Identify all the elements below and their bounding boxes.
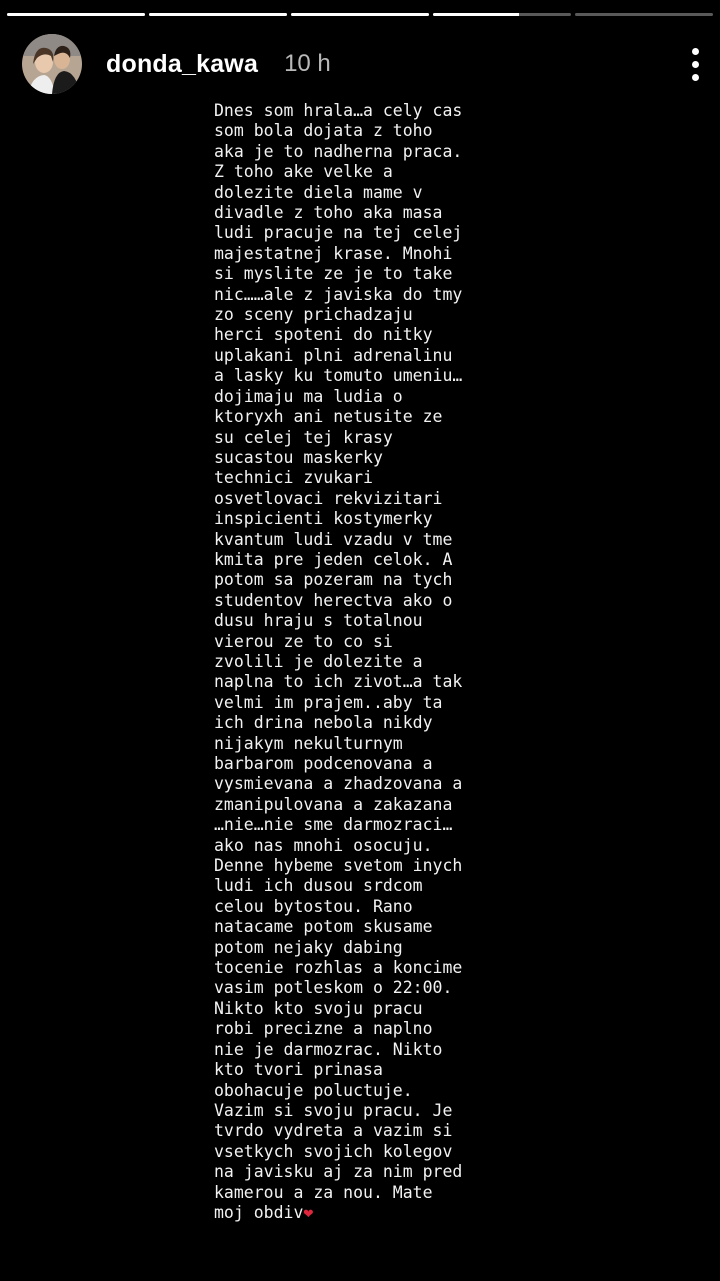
- story-text-line: velmi im prajem..aby ta: [214, 692, 443, 712]
- story-text-line: ktoryxh ani netusite ze: [214, 407, 443, 427]
- story-text-line: kmita pre jeden celok. A: [214, 549, 453, 569]
- story-text-line: zmanipulovana a zakazana: [214, 794, 453, 814]
- more-vertical-icon: [692, 61, 699, 68]
- story-text-line: ludi pracuje na tej celej: [214, 223, 463, 243]
- story-text-line: zo sceny prichadzaju: [214, 305, 413, 325]
- story-text-line: kto tvori prinasa: [214, 1060, 383, 1080]
- story-text-line: si myslite ze je to take: [214, 264, 453, 284]
- progress-fill: [149, 13, 287, 16]
- progress-fill: [291, 13, 429, 16]
- story-text-line: potom nejaky dabing: [214, 937, 403, 957]
- more-vertical-icon: [692, 74, 699, 81]
- more-options-button[interactable]: [680, 44, 710, 84]
- story-text-line: technici zvukari: [214, 468, 373, 488]
- username[interactable]: donda_kawa: [106, 49, 259, 78]
- story-text-line: celou bytostou. Rano: [214, 896, 413, 916]
- story-text-line: herci spoteni do nitky: [214, 325, 433, 345]
- story-text-line: inspicienti kostymerky: [214, 509, 433, 529]
- story-progress-segment-current: [433, 13, 571, 16]
- story-text-line: uplakani plni adrenalinu: [214, 345, 453, 365]
- story-text-line: ako nas mnohi osocuju.: [214, 835, 433, 855]
- story-text-line: Dnes som hrala…a cely cas: [214, 101, 463, 120]
- story-text-line: su celej tej krasy: [214, 427, 393, 447]
- profile-photo-icon: [22, 34, 82, 94]
- story-text-line: barbarom podcenovana a: [214, 754, 433, 773]
- story-progress-segment: [7, 13, 145, 16]
- story-text-line: majestatnej krase. Mnohi: [214, 243, 453, 263]
- story-text-line: aka je to nadherna praca.: [214, 141, 463, 161]
- progress-fill: [7, 13, 145, 16]
- story-text-line: nie je darmozrac. Nikto: [214, 1039, 443, 1059]
- story-text-line: sucastou maskerky: [214, 447, 383, 467]
- story-text-line: Denne hybeme svetom inych: [214, 856, 463, 876]
- story-text-line: studentov herectva ako o: [214, 590, 453, 610]
- story-text-line: tocenie rozhlas a koncime: [214, 958, 463, 978]
- story-text-line: vierou ze to co si: [214, 631, 393, 651]
- story-text-line: vsetkych svojich kolegov: [214, 1141, 453, 1161]
- story-text-line: som bola dojata z toho: [214, 121, 433, 141]
- heart-emoji-icon: ❤: [303, 1202, 314, 1222]
- story-progress-bar: [7, 13, 713, 16]
- story-text-line: Nikto kto svoju pracu: [214, 998, 423, 1018]
- story-text-line: ludi ich dusou srdcom: [214, 876, 423, 896]
- story-progress-segment: [149, 13, 287, 16]
- story-text-line: zvolili je dolezite a: [214, 651, 423, 671]
- progress-fill: [433, 13, 519, 16]
- story-text-line: natacame potom skusame: [214, 917, 433, 937]
- avatar[interactable]: [22, 34, 82, 94]
- story-text-line: …nie…nie sme darmozraci…: [214, 815, 453, 835]
- story-text-line: divadle z toho aka masa: [214, 203, 443, 223]
- story-header: [22, 33, 698, 95]
- story-text-line: nic……ale z javiska do tmy: [214, 284, 463, 304]
- story-text-line: vasim potleskom o 22:00.: [214, 978, 453, 998]
- story-text-line: dusu hraju s totalnou: [214, 611, 423, 631]
- story-text-line: naplna to ich zivot…a tak: [214, 672, 463, 692]
- story-text-line: dolezite diela mame v: [214, 182, 423, 202]
- story-text-line: dojimaju ma ludia o: [214, 386, 403, 406]
- story-text-line: kvantum ludi vzadu v tme: [214, 529, 453, 549]
- story-text-line: potom sa pozeram na tych: [214, 570, 453, 590]
- more-vertical-icon: [692, 48, 699, 55]
- story-progress-segment: [291, 13, 429, 16]
- story-text-line: vysmievana a zhadzovana a: [214, 774, 463, 794]
- story-text-line: Vazim si svoju pracu. Je: [214, 1100, 453, 1120]
- story-text-line: a lasky ku tomuto umeniu…: [214, 366, 463, 386]
- story-progress-segment: [575, 13, 713, 16]
- story-text-line: kamerou a za nou. Mate: [214, 1182, 433, 1202]
- story-text-line: ich drina nebola nikdy: [214, 713, 433, 733]
- post-time: 10 h: [284, 50, 331, 77]
- story-text-line: nijakym nekulturnym: [214, 733, 403, 753]
- story-text-line: robi precizne a naplno: [214, 1019, 433, 1039]
- story-text-line: tvrdo vydreta a vazim si: [214, 1121, 453, 1141]
- story-text-line: Z toho ake velke a: [214, 162, 393, 182]
- story-text-line: moj obdiv❤: [214, 1202, 314, 1222]
- story-text: [214, 101, 504, 1223]
- story-text-line: obohacuje poluctuje.: [214, 1080, 413, 1100]
- story-text-line: na javisku aj za nim pred: [214, 1162, 463, 1182]
- story-text-line: osvetlovaci rekvizitari: [214, 488, 443, 508]
